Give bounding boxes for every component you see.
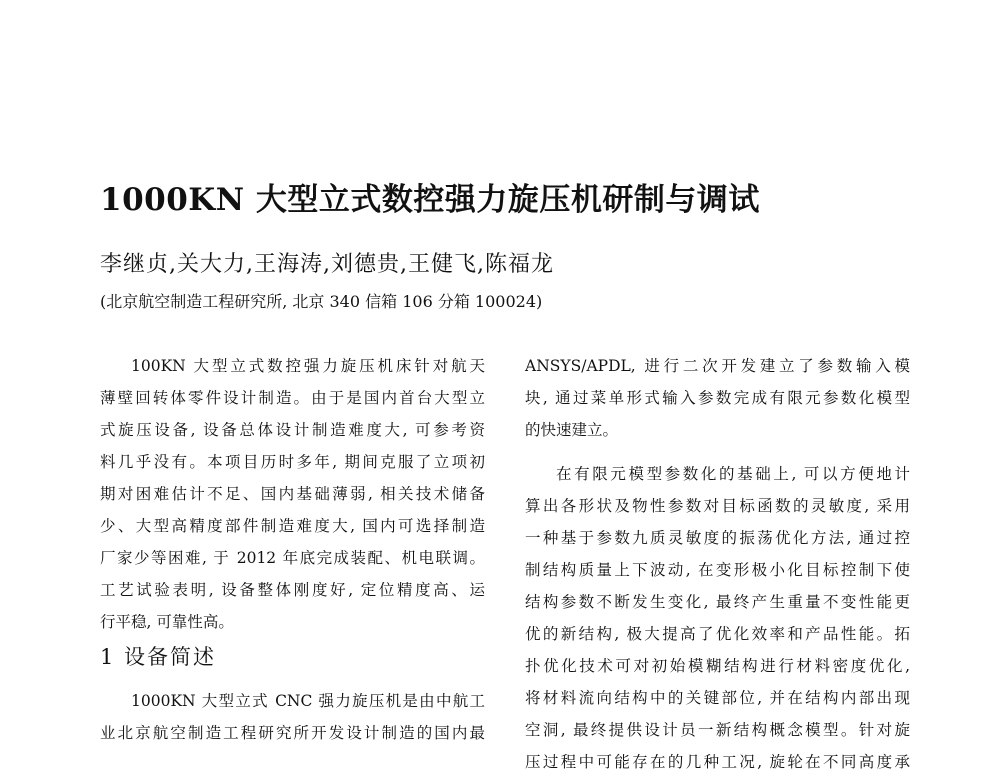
text-line: 业北京航空制造工程研究所开发设计制造的国内最 [100, 724, 485, 742]
text-line: 制结构质量上下波动, 在变形极小化目标控制下使 [525, 561, 910, 579]
paper-title: 1000KN 大型立式数控强力旋压机研制与调试 [100, 182, 760, 218]
text-line: 将材料流向结构中的关键部位, 并在结构内部出现 [525, 689, 910, 707]
text-line: 1000KN 大型立式 CNC 强力旋压机是由中航工 [131, 692, 485, 710]
text-line: ANSYS/APDL, 进行二次开发建立了参数输入模 [525, 357, 910, 375]
text-line: 厂家少等困难, 于 2012 年底完成装配、机电联调。 [100, 549, 485, 567]
text-line: 块, 通过菜单形式输入参数完成有限元参数化模型 [525, 389, 910, 407]
text-line: 行平稳, 可靠性高。 [100, 613, 234, 631]
text-line: 空洞, 最终提供设计员一新结构概念模型。针对旋 [525, 721, 910, 739]
text-line: 工艺试验表明, 设备整体刚度好, 定位精度高、运 [100, 581, 485, 599]
paragraph-gap [525, 446, 910, 458]
right-column [525, 350, 910, 778]
text-line: 料几乎没有。本项目历时多年, 期间克服了立项初 [100, 453, 485, 471]
text-line: 在有限元模型参数化的基础上, 可以方便地计 [556, 465, 910, 483]
paper-authors: 李继贞,关大力,王海涛,刘德贵,王健飞,陈福龙 [100, 252, 554, 277]
text-line: 的快速建立。 [525, 421, 619, 439]
section-heading: 1 设备简述 [100, 645, 217, 669]
text-line: 期对困难估计不足、国内基础薄弱, 相关技术储备 [100, 485, 485, 503]
text-line: 算出各形状及物性参数对目标函数的灵敏度, 采用 [525, 497, 910, 515]
paper-affiliation: (北京航空制造工程研究所, 北京 340 信箱 106 分箱 100024) [100, 292, 543, 311]
text-line: 优的新结构, 极大提高了优化效率和产品性能。拓 [525, 625, 910, 643]
text-line: 少、大型高精度部件制造难度大, 国内可选择制造 [100, 517, 485, 535]
text-line: 式旋压设备, 设备总体设计制造难度大, 可参考资 [100, 421, 485, 439]
text-line: 扑优化技术可对初始模糊结构进行材料密度优化, [525, 657, 910, 675]
left-column-abstract [100, 350, 485, 638]
text-line: 一种基于参数九质灵敏度的振荡优化方法, 通过控 [525, 529, 910, 547]
text-line: 结构参数不断发生变化, 最终产生重量不变性能更 [525, 593, 910, 611]
text-line: 压过程中可能存在的几种工况, 旋轮在不同高度承 [525, 753, 910, 771]
text-line: 100KN 大型立式数控强力旋压机床针对航天 [131, 357, 485, 375]
text-line: 薄壁回转体零件设计制造。由于是国内首台大型立 [100, 389, 485, 407]
left-column-section-body [100, 685, 485, 749]
